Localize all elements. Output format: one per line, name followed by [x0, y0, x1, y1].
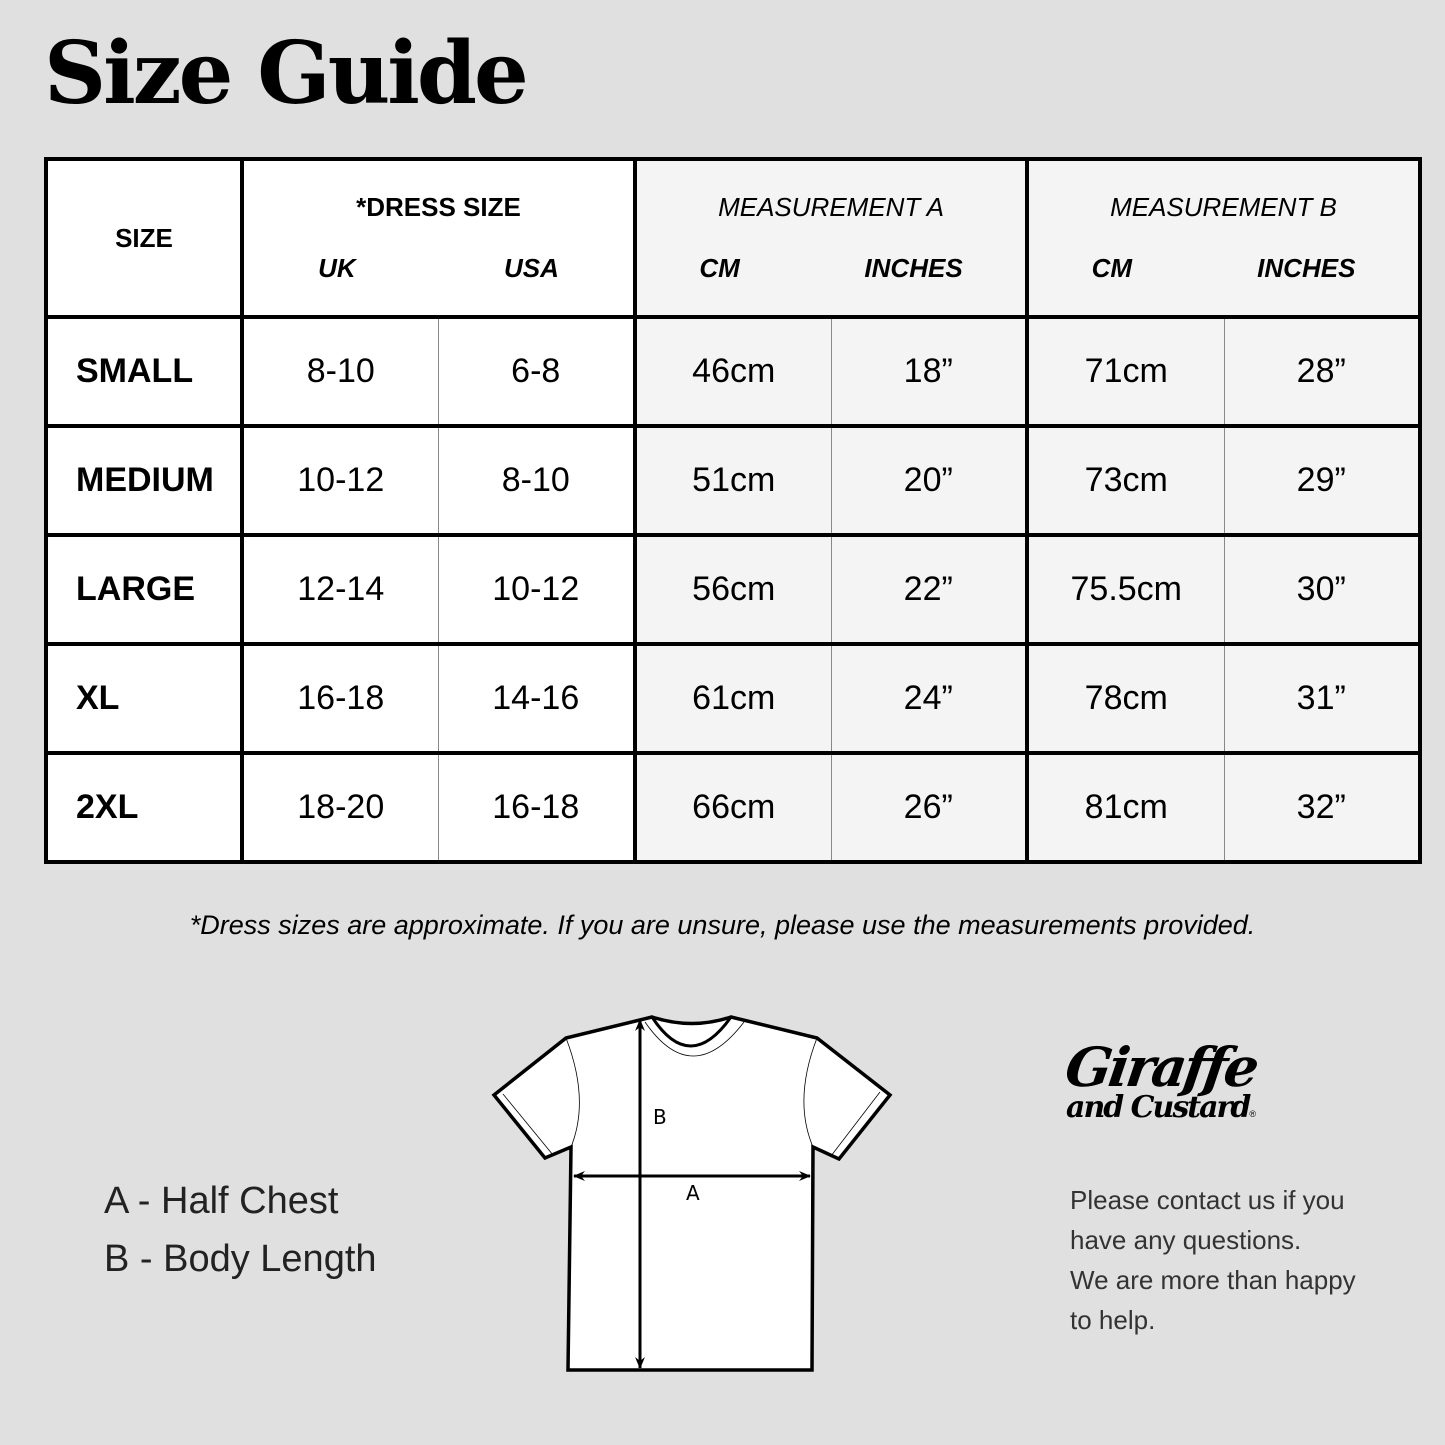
- cell-usa: 10-12: [438, 535, 635, 644]
- cell-uk: 12-14: [242, 535, 438, 644]
- contact-text: [1070, 1180, 1390, 1340]
- cell-b-cm: 78cm: [1027, 644, 1224, 753]
- cell-b-cm: 75.5cm: [1027, 535, 1224, 644]
- legend-a: A - Half Chest: [104, 1180, 339, 1222]
- cell-a-inches: 18”: [831, 317, 1027, 426]
- contact-line: We are more than happy: [1070, 1265, 1356, 1295]
- cell-a-cm: 51cm: [635, 426, 831, 535]
- size-name-cell: XL: [46, 644, 242, 753]
- cell-b-inches: 29”: [1224, 426, 1420, 535]
- cell-uk: 10-12: [242, 426, 438, 535]
- label-b: B: [653, 1105, 667, 1129]
- header-size: SIZE: [46, 159, 242, 317]
- cell-usa: 14-16: [438, 644, 635, 753]
- dress-size-note: *Dress sizes are approximate. If you are unsure, please use the measurements provided.: [189, 910, 1256, 940]
- cell-a-inches: 20”: [831, 426, 1027, 535]
- cm-label: CM: [1091, 253, 1133, 283]
- size-name-cell: 2XL: [46, 753, 242, 862]
- usa-label: USA: [503, 253, 559, 283]
- cell-a-cm: 56cm: [635, 535, 831, 644]
- legend-b: B - Body Length: [104, 1238, 377, 1280]
- cell-a-inches: 22”: [831, 535, 1027, 644]
- cell-a-cm: 61cm: [635, 644, 831, 753]
- cell-b-inches: 28”: [1224, 317, 1420, 426]
- page-title: Size Guide: [44, 23, 526, 124]
- cell-a-inches: 26”: [831, 753, 1027, 862]
- cell-b-cm: 81cm: [1027, 753, 1224, 862]
- inches-label: INCHES: [1257, 253, 1356, 283]
- logo-giraffe: Giraffe: [1061, 1035, 1261, 1099]
- cell-b-cm: 71cm: [1027, 317, 1224, 426]
- cell-b-inches: 32”: [1224, 753, 1420, 862]
- cell-uk: 18-20: [242, 753, 438, 862]
- contact-line: Please contact us if you: [1070, 1185, 1345, 1215]
- size-name-cell: MEDIUM: [46, 426, 242, 535]
- cell-a-cm: 46cm: [635, 317, 831, 426]
- cm-label: CM: [699, 253, 740, 283]
- contact-line: to help.: [1070, 1305, 1156, 1335]
- brand-logo: [1061, 1035, 1261, 1125]
- label-a: A: [686, 1181, 700, 1205]
- logo-and-custard: and Custard: [1066, 1090, 1250, 1125]
- cell-uk: 16-18: [242, 644, 438, 753]
- header-measurement-b: MEASUREMENT B CM INCHES: [1027, 159, 1420, 317]
- cell-a-cm: 66cm: [635, 753, 831, 862]
- cell-b-cm: 73cm: [1027, 426, 1224, 535]
- registered-mark: ®: [1249, 1109, 1256, 1119]
- contact-line: have any questions.: [1070, 1225, 1302, 1255]
- inches-label: INCHES: [864, 253, 963, 283]
- size-name-cell: LARGE: [46, 535, 242, 644]
- cell-usa: 6-8: [438, 317, 635, 426]
- cell-usa: 16-18: [438, 753, 635, 862]
- size-name-cell: SMALL: [46, 317, 242, 426]
- cell-b-inches: 31”: [1224, 644, 1420, 753]
- cell-usa: 8-10: [438, 426, 635, 535]
- header-measurement-a: MEASUREMENT A CM INCHES: [635, 159, 1027, 317]
- cell-b-inches: 30”: [1224, 535, 1420, 644]
- cell-uk: 8-10: [242, 317, 438, 426]
- uk-label: UK: [318, 253, 356, 283]
- dress-size-label: *DRESS SIZE: [356, 192, 521, 222]
- cell-a-inches: 24”: [831, 644, 1027, 753]
